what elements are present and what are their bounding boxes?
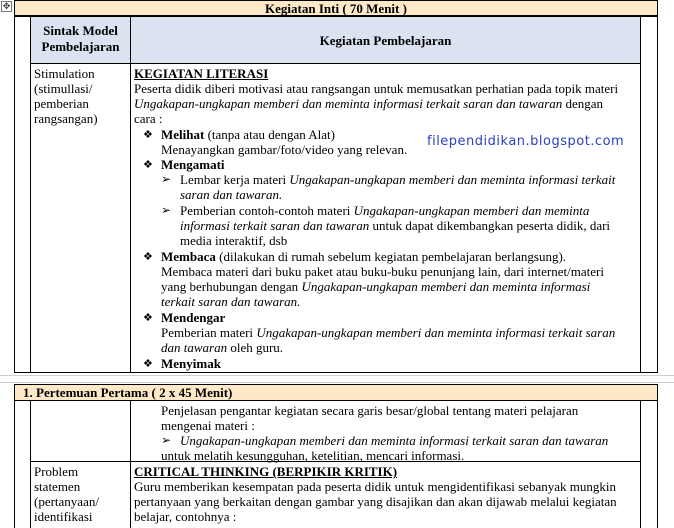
col-header-sintak [30, 16, 131, 64]
item-text: Lembar kerja materi [180, 172, 290, 187]
membaca-line [161, 279, 590, 294]
item-italic: informasi terkait saran dan tawaran [180, 218, 370, 233]
bullet-mengamati: Mengamati [161, 157, 225, 172]
stage-line: Problem [34, 464, 79, 479]
intro-line: Peserta didik diberi motivasi atau rangsangan untuk memusatkan perhatian pada topik materi [134, 81, 619, 96]
bullet-menyimak: Menyimak [161, 356, 221, 371]
intro-line: cara : [134, 111, 163, 126]
watermark-text: filependidikan.blogspot.com [427, 134, 625, 149]
stage-stimulation [34, 66, 98, 126]
continuation-line: untuk melatih kesungguhan, ketelitian, mencari informasi. [161, 448, 465, 463]
item-text: Pemberian materi [161, 325, 257, 340]
critical-line: pertanyaan yang berkaitan dengan gambar yang disajikan dan akan dijawab melalui kegiatan [134, 494, 617, 509]
diamond-bullet-icon: ❖ [143, 129, 153, 141]
bullet-rest: (dilakukan di rumah sebelum kegiatan pembelajaran berlangsung). [215, 249, 567, 264]
right-margin-cell [640, 400, 658, 528]
item-text: untuk dapat dikembangkan peserta didik, dari [369, 218, 611, 233]
item-italic: Ungakapan-ungkapan memberi dan meminta informasi terkait [289, 172, 616, 187]
item-text: yang berhubungan dengan [161, 279, 302, 294]
bullet-label: Membaca [161, 249, 216, 264]
mengamati-item-2-cont [180, 218, 610, 233]
intro-end: dengan [562, 96, 604, 111]
bullet-label: Melihat [161, 127, 205, 142]
section-title-kegiatan-inti: Kegiatan Inti ( 70 Menit ) [14, 0, 658, 16]
item-italic: dan tawaran [161, 340, 228, 355]
bullet-membaca [161, 249, 566, 264]
membaca-line: terkait saran dan tawaran. [161, 294, 301, 309]
page-break-top [14, 372, 658, 373]
col-header-kegiatan: Kegiatan Pembelajaran [130, 16, 641, 64]
stage-line: Stimulation [34, 66, 95, 81]
stage-line: (stimullasi/ [34, 81, 93, 96]
arrow-bullet-icon: ➢ [161, 172, 172, 186]
bullet-mendengar: Mendengar [161, 310, 226, 325]
stage-line: pemberian [34, 96, 89, 111]
item-text: Pemberian contoh-contoh materi [180, 203, 354, 218]
critical-line: Guru memberikan kesempatan pada peserta didik untuk mengidentifikasi sebanyak mungkin [134, 479, 616, 494]
mendengar-line [161, 340, 283, 355]
bullet-melihat [161, 127, 335, 142]
mengamati-item-1-cont: saran dan tawaran. [180, 187, 283, 202]
arrow-bullet-icon: ➢ [161, 203, 172, 217]
item-italic: Ungakapan-ungkapan memberi dan meminta [353, 203, 590, 218]
item-italic: Ungakapan-ungkapan memberi dan meminta informasi [301, 279, 591, 294]
continuation-line: Penjelasan pengantar kegiatan secara garis besar/global tentang materi pelajaran [161, 403, 579, 418]
diamond-bullet-icon: ❖ [143, 251, 153, 263]
mengamati-item-2-cont2: media interaktif, dsb [180, 233, 288, 248]
meeting-header-cell [14, 384, 658, 401]
stage-problem-statement [34, 464, 99, 524]
diamond-bullet-icon: ❖ [143, 159, 153, 171]
critical-line: belajar, contohnya : [134, 509, 237, 524]
mendengar-line [161, 325, 615, 340]
continuation-line: mengenai materi : [161, 418, 255, 433]
mengamati-item-2 [180, 203, 589, 218]
item-text: oleh guru. [227, 340, 284, 355]
stage-cell [30, 400, 131, 462]
stage-line: rangsangan) [34, 111, 98, 126]
stage-line: (pertanyaan/ [34, 494, 99, 509]
membaca-line: Membaca materi dari buku paket atau buku-buku penunjang lain, dari internet/materi [161, 264, 604, 279]
diamond-bullet-icon: ❖ [143, 312, 153, 324]
bullet-rest: (tanpa atau dengan Alat) [204, 127, 335, 142]
intro-italic: Ungakapan-ungkapan memberi dan meminta informasi terkait saran dan tawaran [134, 96, 563, 111]
continuation-topic: Ungakapan-ungkapan memberi dan meminta informasi terkait saran dan tawaran [180, 433, 609, 448]
move-anchor-icon[interactable]: ✥ [2, 1, 11, 11]
col-header-sintak-line2: Pembelajaran [41, 39, 120, 54]
left-margin-cell [14, 16, 31, 372]
meeting-title: 1. Pertemuan Pertama ( 2 x 45 Menit) [23, 385, 233, 400]
literasi-heading: KEGIATAN LITERASI [134, 66, 269, 81]
intro-line [134, 96, 603, 111]
arrow-bullet-icon: ➢ [161, 433, 172, 447]
diamond-bullet-icon: ❖ [143, 358, 153, 370]
page-break-gap [0, 375, 674, 383]
stage-line: identifikasi [34, 509, 93, 524]
melihat-desc: Menayangkan gambar/foto/video yang relevan. [161, 142, 408, 157]
stage-line: statemen [34, 479, 81, 494]
critical-thinking-heading: CRITICAL THINKING (BERPIKIR KRITIK) [134, 464, 398, 479]
left-margin-cell [14, 400, 31, 528]
mengamati-item-1 [180, 172, 615, 187]
right-margin-cell [640, 16, 658, 372]
item-italic: Ungakapan-ungkapan memberi dan meminta informasi terkait saran [256, 325, 616, 340]
col-header-sintak-line1: Sintak Model [43, 23, 118, 38]
